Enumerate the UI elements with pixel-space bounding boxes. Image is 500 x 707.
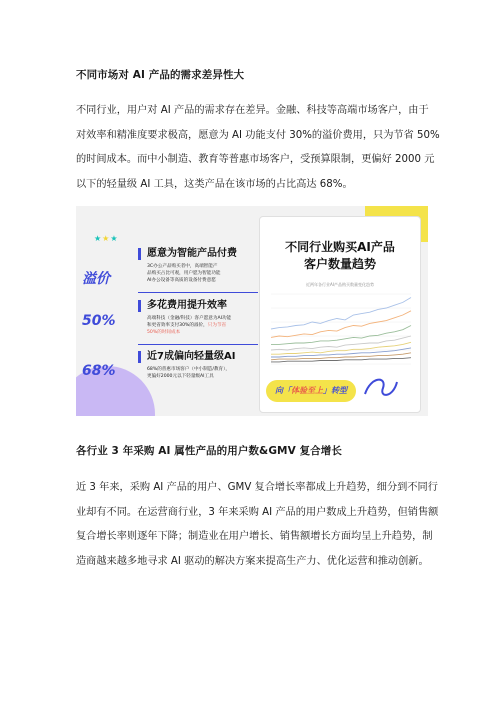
row-label: 50% <box>82 313 116 329</box>
row-description: 高端科技（金融/科技）客户愿意为AI功能 和更省效率支付30%的溢价，只为节省 50%的时间成本 <box>147 316 232 335</box>
series-line-2 <box>271 311 411 338</box>
section-heading: 不同市场对 AI 产品的需求差异性大 <box>76 69 245 81</box>
star-icon: ★ <box>102 234 111 243</box>
line-chart <box>265 290 415 370</box>
divider <box>138 344 258 345</box>
series-line-1 <box>271 298 411 330</box>
row-description: 3C办公产品购买者中，高端智能产 品购买占比可观，用户愿为智能功能 AI办公设备等高质的设备付费意愿 <box>147 264 221 283</box>
paragraph-line: 以下的轻量级 AI 工具，这类产品在该市场的占比高达 68%。 <box>76 178 353 190</box>
paragraph-line: 业却有不同。在运营商行业，3 年来采购 AI 产品的用户数成上升趋势，但销售额 <box>76 506 439 518</box>
row-label: 溢价 <box>82 271 110 287</box>
row-title: 愿意为智能产品付费 <box>138 248 256 260</box>
stars-decoration <box>94 234 119 243</box>
chart-title: 不同行业购买AI产品 客户数量趋势 <box>285 240 395 271</box>
row-block <box>138 248 256 284</box>
chart-subtitle: 近两年各行业AI产品购买数量变化趋势 <box>306 282 374 287</box>
row-title: 近7成偏向轻量级AI <box>138 351 256 363</box>
row-label: 68% <box>82 363 116 379</box>
paragraph-line: 近 3 年来，采购 AI 产品的用户、GMV 复合增长率都成上升趋势，细分到不同行 <box>76 482 438 493</box>
series-line-5 <box>271 342 411 354</box>
star-icon: ★ <box>110 234 119 243</box>
paragraph <box>76 99 440 197</box>
paragraph-line: 复合增长率则逐年下降；制造业在用户增长、销售额增长方面均呈上升趋势，制 <box>76 531 433 542</box>
infographic-image <box>76 206 428 416</box>
chart-lines <box>271 298 411 362</box>
row-block <box>138 300 256 336</box>
paragraph <box>76 476 439 574</box>
slogan-bubble: 向「体验至上」转型 <box>266 380 356 402</box>
divider <box>138 292 258 293</box>
paragraph-line: 对效率和精准度要求极高，愿意为 AI 功能支付 30%的溢价费用，只为节省 50% <box>76 129 440 141</box>
section-heading: 各行业 3 年采购 AI 属性产品的用户数&GMV 复合增长 <box>76 445 342 457</box>
series-line-3 <box>271 326 411 345</box>
paragraph-line: 的时间成本。而中小制造、教育等普惠市场客户，受预算限制，更偏好 2000 元 <box>76 154 435 165</box>
series-line-8 <box>271 358 411 362</box>
paragraph-line: 造商越来越多地寻求 AI 驱动的解决方案来提高生产力、优化运营和推动创新。 <box>76 555 429 567</box>
row-title: 多花费用提升效率 <box>138 300 256 312</box>
squiggle-decoration <box>361 374 401 402</box>
star-icon: ★ <box>94 234 103 243</box>
row-block <box>138 351 256 380</box>
row-description: 68%的普惠市场客户（中小制造/教育）， 更偏好2000元以下轻量级AI工具 <box>147 367 230 379</box>
paragraph-line: 不同行业，用户对 AI 产品的需求存在差异。金融、科技等高端市场客户，由于 <box>76 105 429 116</box>
